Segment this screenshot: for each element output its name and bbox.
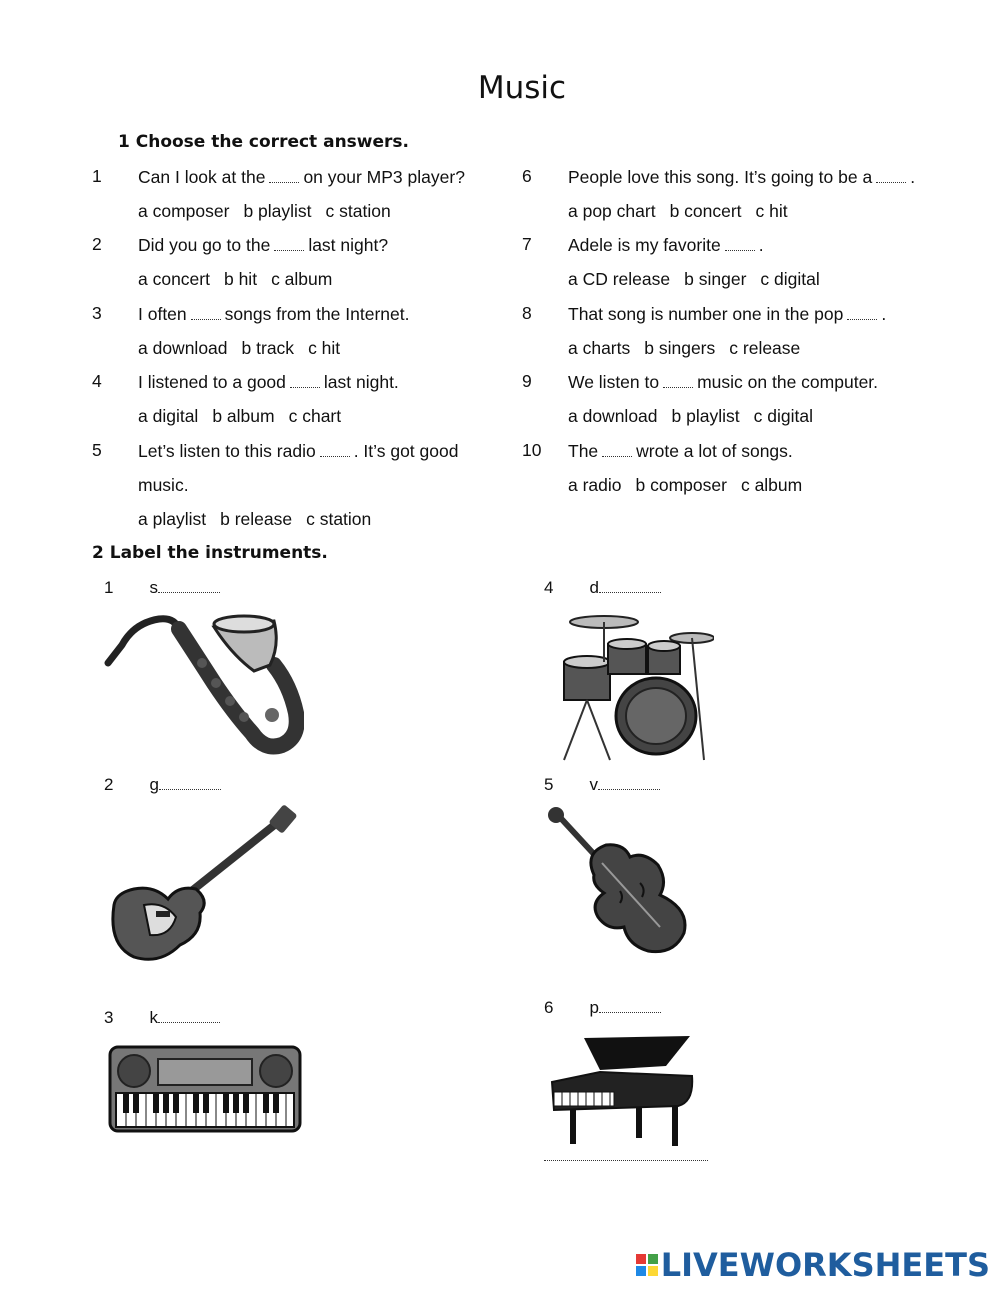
section2-heading: 2 Label the instruments. [92,543,328,563]
option[interactable]: a CD release [568,269,671,289]
question-number: 1 [92,166,102,186]
keyboard-icon [108,1045,303,1135]
option[interactable]: a pop chart [568,201,656,221]
option[interactable]: b concert [669,201,742,221]
option[interactable]: a digital [138,406,199,426]
option[interactable]: c hit [308,338,341,358]
option[interactable]: c album [740,475,803,495]
option[interactable]: a concert [138,269,210,289]
label-input[interactable] [599,580,661,593]
question-text: Adele is my favorite . [568,235,764,255]
question-text: Let’s listen to this radio . It’s got good [138,441,459,461]
label-item-3: 3 k [104,1008,220,1028]
answer-blank[interactable] [725,238,755,251]
option[interactable]: c chart [288,406,342,426]
drums-icon [544,610,714,765]
question-number: 8 [522,303,532,323]
option[interactable]: b singers [644,338,716,358]
option[interactable]: b playlist [671,406,740,426]
label-input[interactable] [159,777,221,790]
page-title: Music [477,70,567,106]
section1-heading: 1 Choose the correct answers. [118,132,409,152]
piano-icon [544,1032,694,1152]
question-number: 2 [92,234,102,254]
question-number: 5 [92,440,102,460]
violin-icon [544,805,694,955]
question-text: Did you go to the last night? [138,235,389,255]
option[interactable]: b playlist [243,201,312,221]
saxophone-icon [104,605,304,765]
option[interactable]: b hit [223,269,258,289]
option[interactable]: c hit [755,201,788,221]
question-text: I often songs from the Internet. [138,304,410,324]
question-options [568,474,816,496]
label-item-1: 1 s [104,578,220,598]
question-text: That song is number one in the pop . [568,304,887,324]
option[interactable]: a playlist [138,509,207,529]
option[interactable]: a charts [568,338,631,358]
label-item-5: 5 v [544,775,660,795]
question-number: 6 [522,166,532,186]
question-options [138,337,354,359]
label-input[interactable] [598,777,660,790]
answer-blank[interactable] [269,170,299,183]
question-text: I listened to a good last night. [138,372,399,392]
question-options [568,405,827,427]
option[interactable]: c station [325,201,391,221]
question-options [138,268,346,290]
label-item-2: 2 g [104,775,221,795]
logo-mark-icon [636,1254,658,1276]
option[interactable]: a composer [138,201,230,221]
option[interactable]: a radio [568,475,622,495]
guitar-icon [104,805,299,965]
label-input[interactable] [158,1010,220,1023]
label-item-6: 6 p [544,998,661,1018]
question-number: 3 [92,303,102,323]
question-text: People love this song. It’s going to be a . [568,167,916,187]
logo-text: LIVEWORKSHEETS [660,1246,990,1284]
question-number: 10 [522,440,542,460]
option[interactable]: a download [138,338,228,358]
option[interactable]: b release [220,509,293,529]
option[interactable]: c release [729,338,801,358]
question-options [138,508,385,530]
option[interactable]: c album [271,269,333,289]
answer-blank[interactable] [847,307,877,320]
answer-blank[interactable] [602,444,632,457]
extra-answer-line[interactable] [544,1160,708,1161]
answer-blank[interactable] [290,375,320,388]
answer-blank[interactable] [191,307,221,320]
question-number: 4 [92,371,102,391]
option[interactable]: b singer [684,269,747,289]
option[interactable]: c digital [760,269,820,289]
label-input[interactable] [158,580,220,593]
answer-blank[interactable] [274,238,304,251]
answer-blank[interactable] [320,444,350,457]
option[interactable]: a download [568,406,658,426]
label-item-4: 4 d [544,578,661,598]
question-text: We listen to music on the computer. [568,372,879,392]
question-options [568,200,802,222]
question-options [138,405,355,427]
question-text-continued: music. [138,475,189,495]
question-options [568,337,814,359]
question-number: 7 [522,234,532,254]
label-input[interactable] [599,1000,661,1013]
question-text: Can I look at the on your MP3 player? [138,167,465,187]
option[interactable]: b composer [635,475,727,495]
liveworksheets-logo [636,1246,990,1284]
question-text: The wrote a lot of songs. [568,441,793,461]
option[interactable]: b album [212,406,275,426]
option[interactable]: c digital [753,406,813,426]
answer-blank[interactable] [876,170,906,183]
question-options [138,200,405,222]
option[interactable]: b track [241,338,295,358]
question-options [568,268,834,290]
answer-blank[interactable] [663,375,693,388]
option[interactable]: c station [306,509,372,529]
question-number: 9 [522,371,532,391]
